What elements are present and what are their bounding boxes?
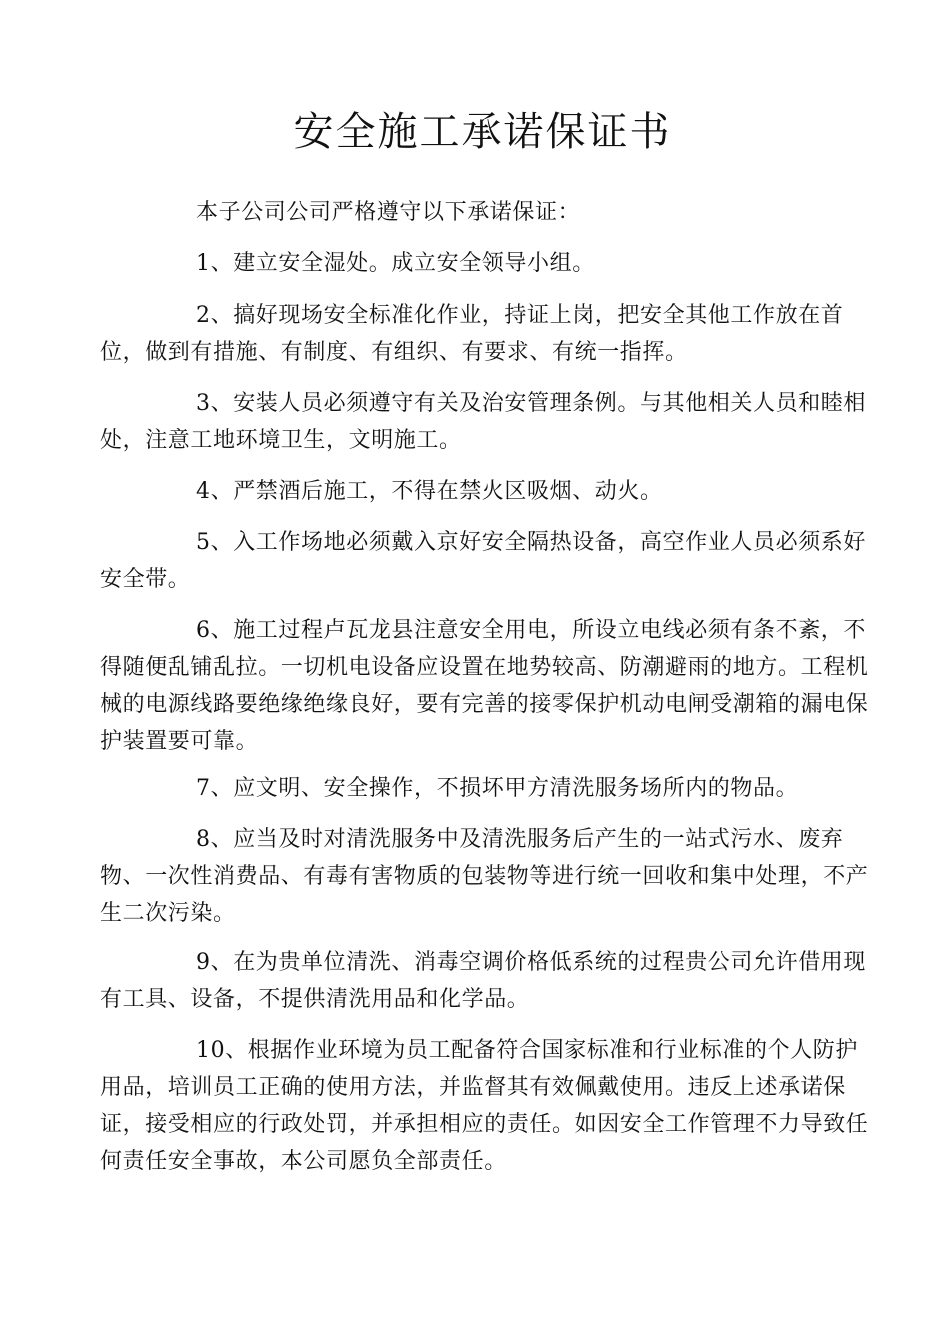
clause-5-paragraph: 5、入工作场地必须戴入京好安全隔热设备，高空作业人员必须系好安全带。 bbox=[100, 530, 866, 592]
clause-8-paragraph: 8、应当及时对清洗服务中及清洗服务后产生的一站式污水、废弃物、一次性消费品、有毒有害物质的包装物等进行统一回收和集中处理，不产生二次污染。 bbox=[100, 827, 869, 926]
clause-3-paragraph: 3、安装人员必须遵守有关及治安管理条例。与其他相关人员和睦相处，注意工地环境卫生，文明施工。 bbox=[100, 391, 866, 453]
clause-7-paragraph: 7、应文明、安全操作，不损坏甲方清洗服务场所内的物品。 bbox=[196, 776, 799, 801]
document-title: 安全施工承诺保证书 bbox=[293, 109, 672, 155]
clause-10-paragraph: 10、根据作业环境为员工配备符合国家标准和行业标准的个人防护用品，培训员工正确的使用方法，并监督其有效佩戴使用。违反上述承诺保证，接受相应的行政处罚，并承担相应的责任。如因安全工作管理不力导致任何责任安全事故，本公司愿负全部责任。 bbox=[100, 1038, 869, 1174]
clause-6-paragraph: 6、施工过程卢瓦龙县注意安全用电，所设立电线必须有条不紊，不得随便乱铺乱拉。一切机电设备应设置在地势较高、防潮避雨的地方。工程机械的电源线路要绝缘绝缘良好，要有完善的接零保护机动电闸受潮箱的漏电保护装置要可靠。 bbox=[100, 618, 869, 754]
clause-9-paragraph: 9、在为贵单位清洗、消毒空调价格低系统的过程贵公司允许借用现有工具、设备，不提供清洗用品和化学品。 bbox=[100, 950, 866, 1012]
clause-2-paragraph: 2、搞好现场安全标准化作业，持证上岗，把安全其他工作放在首位，做到有措施、有制度、有组织、有要求、有统一指挥。 bbox=[100, 303, 844, 365]
intro-paragraph: 本子公司公司严格遵守以下承诺保证： bbox=[196, 200, 581, 225]
clause-1-paragraph: 1、建立安全湿处。成立安全领导小组。 bbox=[196, 251, 595, 276]
clause-4-paragraph: 4、严禁酒后施工，不得在禁火区吸烟、动火。 bbox=[196, 479, 663, 504]
